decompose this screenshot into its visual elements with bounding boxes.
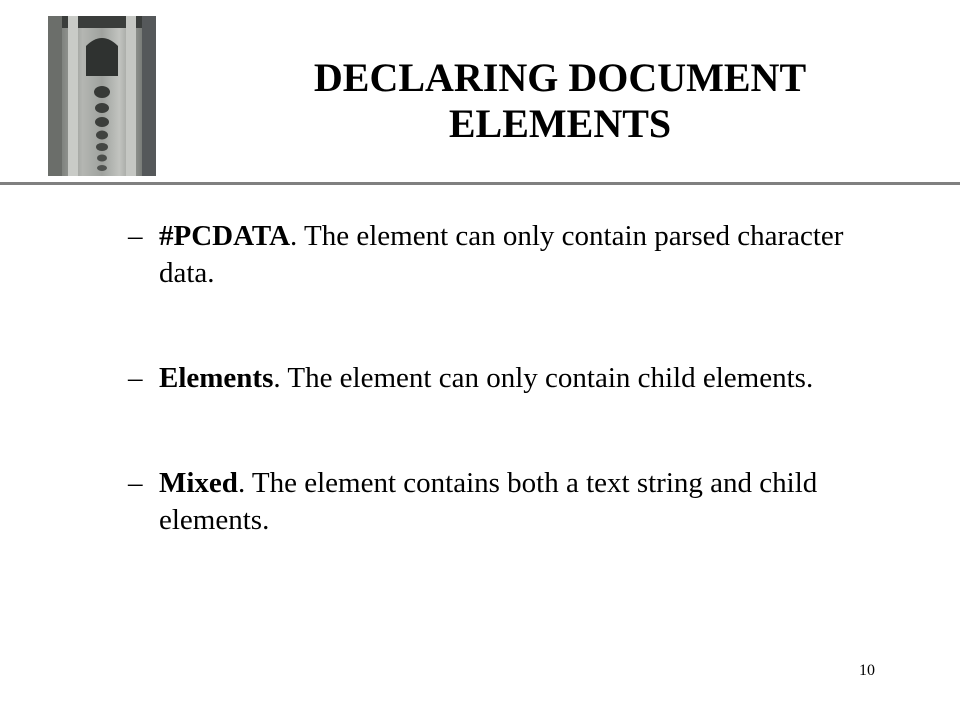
bridge-tower-image [48, 16, 156, 176]
page-number: 10 [859, 662, 875, 679]
bullet-list [128, 218, 888, 607]
bullet-dash: – [128, 467, 143, 499]
slide-title: DECLARING DOCUMENT ELEMENTS [313, 55, 807, 146]
title-divider [0, 182, 960, 185]
bullet-text: . The element can only contain child elements. [273, 362, 814, 394]
bullet-item-pcdata [128, 218, 888, 292]
bullet-term: Elements [159, 362, 274, 394]
bullet-term: #PCDATA [159, 220, 291, 252]
bullet-text: . The element can only contain parsed character data. [159, 220, 844, 289]
bullet-item-mixed [128, 465, 888, 539]
bullet-term: Mixed [159, 467, 238, 499]
bridge-tower-photo [48, 16, 156, 176]
bullet-dash: – [128, 362, 143, 394]
bullet-text: . The element contains both a text string and child elements. [159, 467, 818, 536]
bullet-item-elements [128, 360, 888, 397]
bullet-dash: – [128, 220, 143, 252]
